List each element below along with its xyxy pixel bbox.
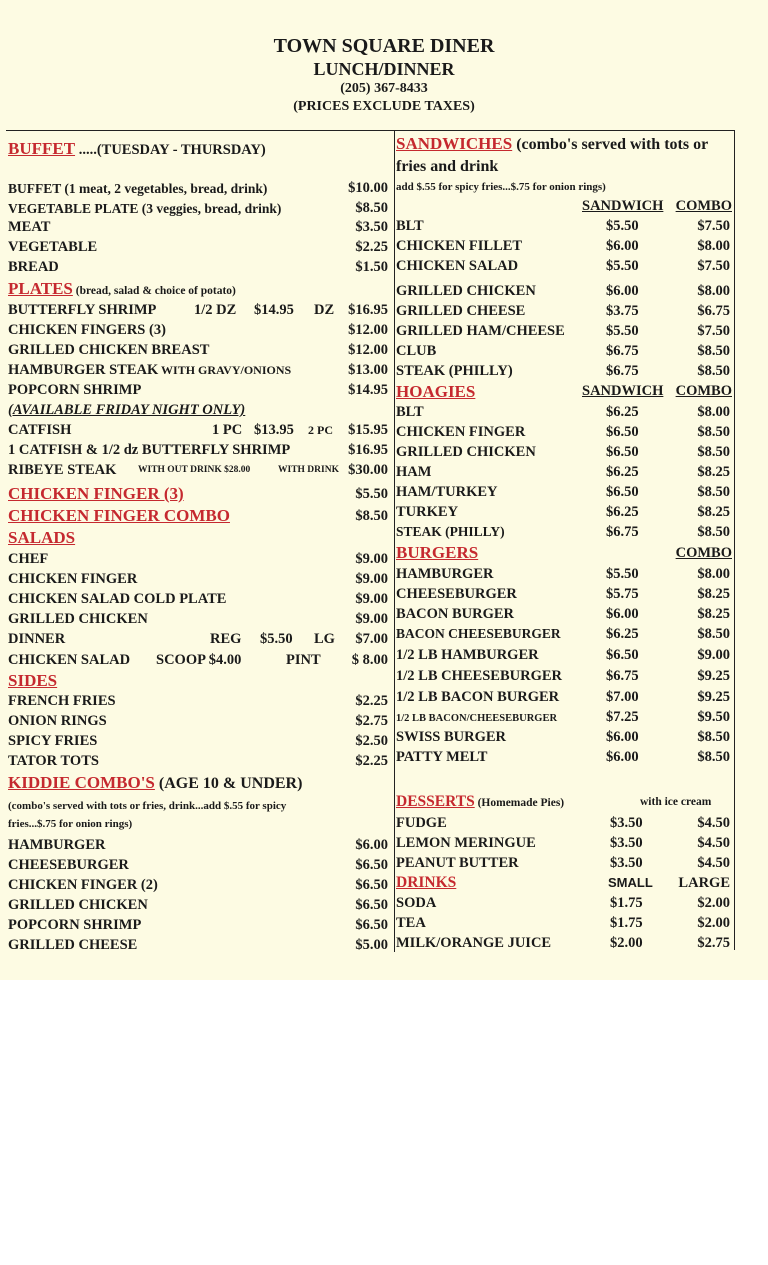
menu-item: CHICKEN FINGER $6.50 $8.50 [396,424,730,440]
diner-name: TOWN SQUARE DINER [273,35,495,57]
buffet-days: .....(TUESDAY - THURSDAY) [75,142,266,158]
menu-item: HAM $6.25 $8.25 [396,464,730,480]
plates-heading [8,277,388,300]
menu-item: GRILLED CHICKEN $9.00 [8,611,388,627]
phone-number: (205) 367-8433 [340,81,428,96]
sandwiches-note: add $.55 for spicy fries...$.75 for onion rings) [396,181,606,193]
menu-item: POPCORN SHRIMP $14.95 [8,382,388,398]
menu-item: TATOR TOTS $2.25 [8,753,388,769]
menu-item: 1/2 LB HAMBURGER $6.50 $9.00 [396,647,730,663]
menu-item: CHICKEN SALAD $5.50 $7.50 [396,258,730,274]
sides-heading [8,670,388,691]
menu-item: FUDGE $3.50 $4.50 [396,815,730,831]
menu-item: SODA $1.75 $2.00 [396,895,730,911]
right-border [734,130,735,950]
menu-item: LEMON MERINGUE $3.50 $4.50 [396,835,730,851]
section-title-plates: PLATES [8,279,73,298]
menu-item: CHICKEN FINGERS (3) $12.00 [8,322,388,338]
menu-item: BLT $6.25 $8.00 [396,404,730,420]
section-title-desserts: DESSERTS [396,793,475,810]
menu-item: POPCORN SHRIMP $6.50 [8,917,388,933]
section-title-drinks: DRINKS [396,874,457,891]
menu-item: VEGETABLE PLATE (3 veggies, bread, drink) $8.50 [8,200,388,216]
menu-item: CHEESEBURGER $6.50 [8,857,388,873]
salads-heading [8,527,388,549]
menu-item: GRILLED CHICKEN $6.50 $8.50 [396,444,730,460]
menu-item: BACON CHEESEBURGER $6.25 $8.50 [396,626,730,642]
menu-item: HAMBURGER $5.50 $8.00 [396,566,730,582]
menu-item: 1/2 LB BACON/CHEESEBURGER $7.25 $9.50 [396,709,730,725]
section-title-sandwiches: SANDWICHES [396,134,513,153]
menu-item: 1 CATFISH & 1/2 dz BUTTERFLY SHRIMP $16.95 [8,442,388,458]
menu-item: STEAK (PHILLY) $6.75 $8.50 [396,524,730,540]
menu-item: CHICKEN FINGER $9.00 [8,571,388,587]
menu-item: GRILLED CHEESE $5.00 [8,937,388,953]
menu-item: SWISS BURGER $6.00 $8.50 [396,729,730,745]
section-title-chicken-finger: CHICKEN FINGER (3) [8,484,184,503]
menu-item: CHICKEN FINGER (2) $6.50 [8,877,388,893]
desserts-heading: DESSERTS (Homemade Pies) with ice cream [396,793,712,810]
menu-item: HAMBURGER $6.00 [8,837,388,853]
section-title-chicken-finger-combo: CHICKEN FINGER COMBO [8,506,230,525]
menu-item: STEAK (PHILLY) $6.75 $8.50 [396,363,730,379]
menu-item: CHICKEN SALAD COLD PLATE $9.00 [8,591,388,607]
menu-item: ONION RINGS $2.75 [8,713,388,729]
buffet-heading [8,136,388,164]
menu-item: BLT $5.50 $7.50 [396,218,730,234]
section-title-sides: SIDES [8,671,58,690]
menu-item: FRENCH FRIES $2.25 [8,693,388,709]
menu-item: HAM/TURKEY $6.50 $8.50 [396,484,730,500]
menu-item: BREAD $1.50 [8,259,388,275]
burgers-heading: BURGERS COMBO [396,543,732,562]
friday-note: (AVAILABLE FRIDAY NIGHT ONLY) [8,402,246,418]
menu-item: GRILLED CHEESE $3.75 $6.75 [396,303,730,319]
menu-item: CHEF $9.00 [8,551,388,567]
menu-item: TURKEY $6.25 $8.25 [396,504,730,520]
kiddie-note: (combo's served with tots or fries, drink...add $.55 for spicy [8,800,287,812]
tax-note: (PRICES EXCLUDE TAXES) [293,99,475,114]
sandwiches-heading: SANDWICHES (combo's served with tots or [396,134,709,153]
column-divider [394,130,395,952]
right-column [396,132,732,953]
menu-item: BACON BURGER $6.00 $8.25 [396,606,730,622]
menu-item: CATFISH 1 PC $13.95 2 PC $15.95 [8,422,388,438]
section-title-buffet: BUFFET [8,139,76,158]
menu-item: CHICKEN FINGER (3) $5.50 [8,484,388,503]
menu-item: TEA $1.75 $2.00 [396,915,730,931]
sandwiches-note: fries and drink [396,158,499,175]
menu-item: DINNER REG $5.50 LG $7.00 [8,631,388,647]
kiddie-note: fries...$.75 for onion rings) [8,818,133,830]
section-title-kiddie: KIDDIE COMBO'S [8,773,155,792]
menu-item: CLUB $6.75 $8.50 [396,343,730,359]
menu-item: CHEESEBURGER $5.75 $8.25 [396,586,730,602]
menu-header [0,34,768,116]
hoagies-heading: HOAGIES SANDWICH COMBO [396,382,732,401]
section-title-hoagies: HOAGIES [396,382,476,401]
menu-item: SPICY FRIES $2.50 [8,733,388,749]
menu-item: HAMBURGER STEAK WITH GRAVY/ONIONS $13.00 [8,362,388,378]
menu-item: MILK/ORANGE JUICE $2.00 $2.75 [396,935,730,951]
menu-item: GRILLED CHICKEN $6.50 [8,897,388,913]
menu-item: BUTTERFLY SHRIMP 1/2 DZ $14.95 DZ $16.95 [8,302,388,318]
menu-item: GRILLED CHICKEN BREAST $12.00 [8,342,388,358]
left-column [8,136,388,955]
section-title-salads: SALADS [8,528,76,547]
menu-subtitle: LUNCH/DINNER [313,59,455,79]
sandwich-columns: SANDWICH COMBO [582,198,732,214]
menu-item: GRILLED CHICKEN $6.00 $8.00 [396,283,730,299]
menu-item: CHICKEN FILLET $6.00 $8.00 [396,238,730,254]
menu-item: 1/2 LB BACON BURGER $7.00 $9.25 [396,689,730,705]
section-title-burgers: BURGERS [396,543,479,562]
menu-item: RIBEYE STEAK WITH OUT DRINK $28.00 WITH DRINK $30.00 [8,462,388,478]
menu-item: GRILLED HAM/CHEESE $5.50 $7.50 [396,323,730,339]
menu-item: CHICKEN SALAD SCOOP $4.00 PINT $ 8.00 [8,652,388,668]
menu-item: 1/2 LB CHEESEBURGER $6.75 $9.25 [396,668,730,684]
menu-item: PATTY MELT $6.00 $8.50 [396,749,730,765]
menu-item: BUFFET (1 meat, 2 vegetables, bread, drink) $10.00 [8,180,388,196]
kiddie-heading: KIDDIE COMBO'S (AGE 10 & UNDER) [8,773,303,792]
menu-item: CHICKEN FINGER COMBO $8.50 [8,506,388,525]
menu-item: PEANUT BUTTER $3.50 $4.50 [396,855,730,871]
menu-item: MEAT $3.50 [8,219,388,235]
drinks-heading: DRINKS SMALL LARGE [396,874,730,891]
buffet-list [8,178,388,277]
plates-note: (bread, salad & choice of potato) [72,285,236,297]
menu-item: VEGETABLE $2.25 [8,239,388,255]
